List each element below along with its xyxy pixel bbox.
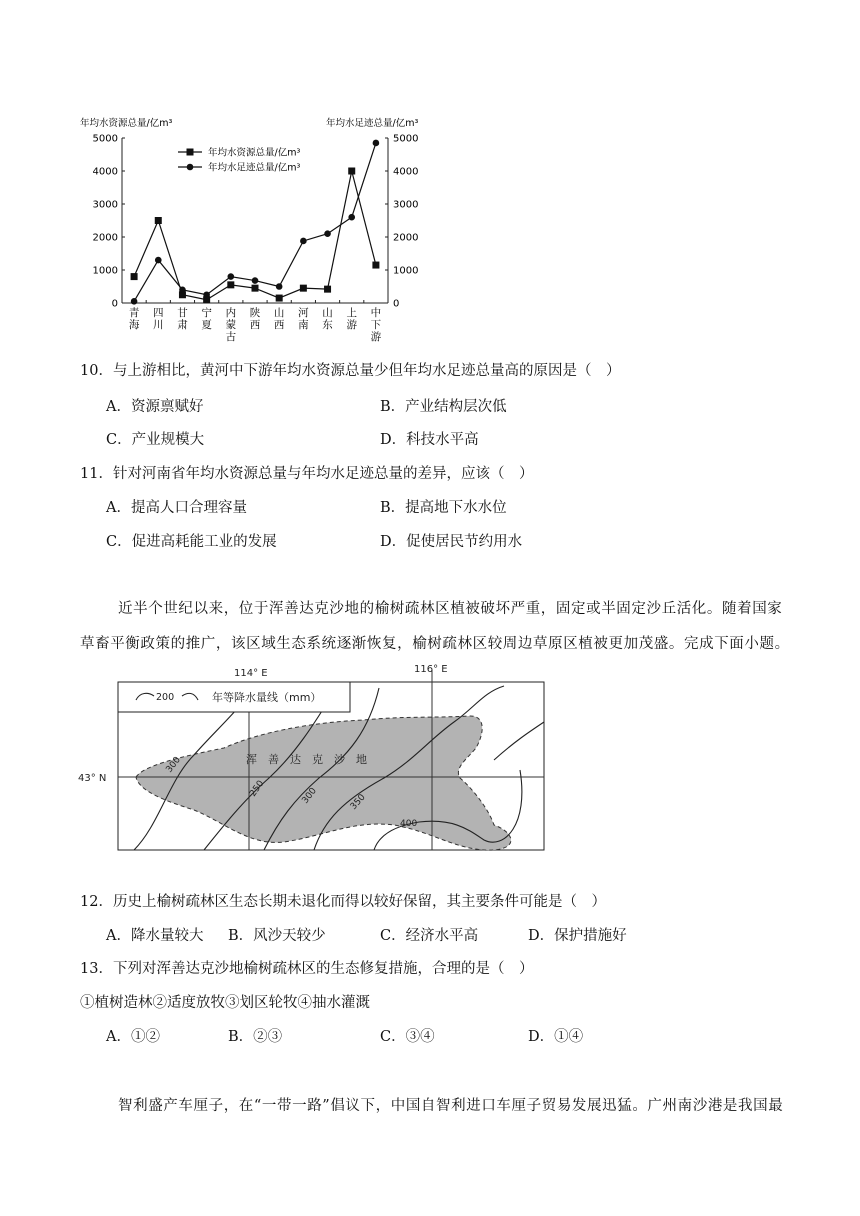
option-13-a[interactable]: A．①② [106,1029,160,1045]
legend-circle-marker [187,164,194,171]
x-tick-label: 川 [153,319,164,331]
lon-label-116e: 116° E [414,664,448,675]
option-10-b[interactable]: B．产业结构层次低 [380,399,507,415]
question-12: 12．历史上榆树疏林区生态长期未退化而得以较好保留，其主要条件可能是（ ） [80,894,606,910]
legend-text: 年等降水量线（mm） [212,691,322,704]
isohyet-label: 300 [300,786,319,806]
x-tick-label: 内 [225,307,237,319]
right-axis-title: 年均水足迹总量/亿m³ [326,118,419,129]
data-point-square [131,273,138,280]
option-12-c[interactable]: C．经济水平高 [380,928,479,944]
x-tick-label: 西 [273,319,285,331]
y-left-tick-label: 3000 [92,199,118,211]
x-tick-label: 南 [298,319,309,331]
x-tick-label: 夏 [201,319,212,331]
x-tick-label: 肃 [177,319,188,331]
y-right-tick-label: 1000 [393,265,419,277]
y-left-tick-label: 2000 [92,232,118,244]
option-13-d[interactable]: D．①④ [528,1029,584,1045]
x-tick-label: 西 [249,319,261,331]
data-point-circle [348,214,355,221]
passage-2-line-2: 草畜平衡政策的推广，该区域生态系统逐渐恢复，榆树疏林区较周边草原区植被更加茂盛。完成下面小题。 [80,636,790,652]
data-point-circle [179,287,186,294]
data-point-square [155,217,162,224]
x-tick-label: 陕 [249,307,261,319]
data-point-circle [131,298,138,305]
left-axis-title: 年均水资源总量/亿m³ [80,118,173,129]
data-point-circle [276,283,283,290]
data-point-circle [324,230,331,237]
data-point-square [348,168,355,175]
isohyet-label: 250 [248,778,267,799]
legend-label: 年均水足迹总量/亿m³ [208,162,301,174]
x-tick-label: 游 [370,331,382,343]
y-right-tick-label: 2000 [393,232,419,244]
isohyet-label: 400 [400,819,418,829]
y-right-tick-label: 4000 [393,166,419,178]
data-point-square [276,295,283,302]
question-10: 10．与上游相比，黄河中下游年均水资源总量少但年均水足迹总量高的原因是（ ） [80,363,621,379]
y-left-tick-label: 5000 [92,133,118,145]
data-point-square [372,262,379,269]
option-11-c[interactable]: C．促进高耗能工业的发展 [106,534,277,550]
x-tick-label: 宁 [201,307,212,319]
data-point-circle [252,277,259,284]
x-tick-label: 东 [322,319,333,331]
x-tick-label: 青 [128,307,140,319]
data-point-square [252,285,259,292]
sandland-map [74,660,554,855]
y-right-tick-label: 3000 [393,199,419,211]
option-10-d[interactable]: D．科技水平高 [380,432,479,448]
x-tick-label: 四 [153,307,164,319]
question-13-items: ①植树造林②适度放牧③划区轮牧④抽水灌溉 [80,995,370,1011]
question-11: 11．针对河南省年均水资源总量与年均水足迹总量的差异，应该（ ） [80,466,534,482]
isohyet-label: 300 [164,755,183,775]
option-11-d[interactable]: D．促使居民节约用水 [380,534,523,550]
x-tick-label: 古 [225,331,237,343]
legend-square-marker [187,149,194,156]
x-tick-label: 河 [298,307,309,319]
legend-label: 年均水资源总量/亿m³ [208,147,301,159]
x-tick-label: 蒙 [225,319,237,331]
x-tick-label: 游 [346,319,357,331]
data-point-square [300,285,307,292]
y-left-tick-label: 0 [111,298,118,310]
option-12-a[interactable]: A．降水量较大 [106,928,204,944]
lat-label-43n: 43° N [78,773,107,784]
option-12-b[interactable]: B．风沙天较少 [228,928,326,944]
x-tick-label: 甘 [177,307,188,319]
option-11-a[interactable]: A．提高人口合理容量 [106,500,247,516]
legend-value: 200 [156,692,175,703]
y-left-tick-label: 4000 [92,166,118,178]
question-13: 13．下列对浑善达克沙地榆树疏林区的生态修复措施，合理的是（ ） [80,961,534,977]
data-point-square [227,281,234,288]
region-label: 浑 善 达 克 沙 地 [246,753,367,766]
isohyet-line [494,722,544,760]
option-13-b[interactable]: B．②③ [228,1029,283,1045]
data-point-circle [228,273,235,280]
x-tick-label: 山 [273,307,285,319]
y-right-tick-label: 5000 [393,133,419,145]
data-point-square [324,286,331,293]
y-right-tick-label: 0 [393,298,400,310]
option-12-d[interactable]: D．保护措施好 [528,928,627,944]
x-tick-label: 海 [128,319,140,331]
option-10-c[interactable]: C．产业规模大 [106,432,205,448]
x-tick-label: 山 [322,307,333,319]
option-11-b[interactable]: B．提高地下水水位 [380,500,507,516]
option-10-a[interactable]: A．资源禀赋好 [106,399,204,415]
isohyet-label: 350 [348,792,368,813]
lon-label-114e: 114° E [234,668,268,679]
x-tick-label: 中 [370,307,382,319]
data-point-circle [300,238,307,245]
data-point-circle [373,140,380,147]
y-left-tick-label: 1000 [92,265,118,277]
passage-2-line-1: 近半个世纪以来，位于浑善达克沙地的榆树疏林区植被破坏严重，固定或半固定沙丘活化。随着国家 [118,601,783,617]
water-chart [70,110,450,350]
option-13-c[interactable]: C．③④ [380,1029,435,1045]
x-tick-label: 上 [346,307,357,319]
passage-3-line-1: 智利盛产车厘子，在“一带一路”倡议下，中国自智利进口车厘子贸易发展迅猛。广州南沙港是我国最 [118,1098,784,1114]
x-tick-label: 下 [370,319,382,331]
data-point-circle [155,257,162,264]
data-point-circle [203,291,210,298]
